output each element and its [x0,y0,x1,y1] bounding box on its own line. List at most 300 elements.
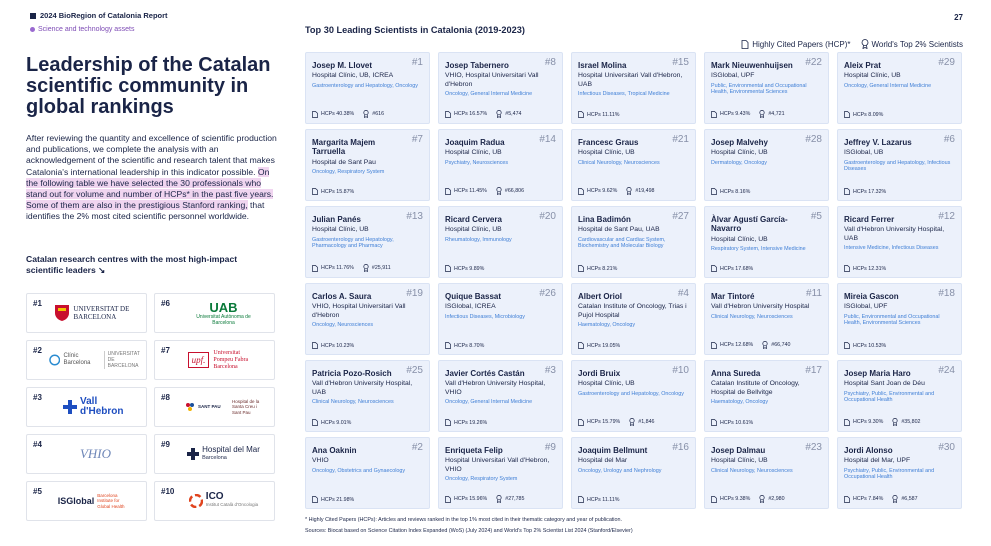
medal-icon [496,495,502,503]
centre-card: #4 VHIO [26,434,147,474]
scientist-rank: #22 [805,57,822,68]
scientist-name: Aleix Prat [844,61,881,70]
scientist-card [438,283,563,355]
document-icon [312,419,318,426]
scientist-institution: Hospital del Mar, UPF [844,457,911,465]
scientist-card [571,437,696,509]
scientist-institution: Hospital Clínic, UB [711,457,768,465]
hcp-value: HCPs 16.57% [454,111,488,117]
scientist-stats [711,419,759,426]
document-icon [844,265,850,272]
footnote: * Highly Cited Papers (HCPs): Articles and reviews ranked in the top 1% most cited in their thematic category and year of publication. [305,517,622,523]
scientist-stats [312,264,391,272]
scientist-card [438,206,563,278]
scientist-stats [578,418,654,426]
scientist-stats [445,419,493,426]
scientist-institution: Hospital Clínic, UB [445,149,502,157]
scientist-rank: #11 [806,288,822,299]
document-icon [312,496,318,503]
scientist-rank: #13 [406,211,423,222]
scientist-rank: #6 [943,134,955,145]
scientist-institution: Hospital de Sant Pau, UAB [578,226,660,234]
scientist-name: Jordi Alonso [844,446,893,455]
medal-icon [496,187,502,195]
hcp-value: HCPs 15.79% [587,419,621,425]
scientist-stats [711,341,790,349]
scientist-institution: Catalan Institute of Oncology, Hospital de Bellvitge [711,380,800,396]
scientist-name: Ricard Cervera [445,215,502,224]
hcp-value: HCPs 11.76% [321,265,354,271]
scientist-name: Jordi Bruix [578,369,621,378]
centre-card: #8 SANT PAU Hospital de la Santa Creu i Sant Pau [154,387,275,427]
scientist-area: Oncology, Respiratory System [445,475,518,482]
scientist-stats [711,110,785,118]
hcp-value: HCPs 7.84% [853,496,884,502]
scientist-rank: #9 [544,442,556,453]
scientist-card [571,129,696,201]
medal-icon [762,341,768,349]
scientist-institution: VHIO, Hospital Universitari Vall d'Hebron [312,303,406,319]
hcp-value: HCPs 11.11% [587,111,620,118]
scientist-stats [312,342,360,349]
document-icon [445,419,451,426]
document-icon [741,40,749,49]
isglobal-tagline: Barcelona Institute for Global Health [97,492,125,509]
scientist-name: Mark Nieuwenhuijsen [711,61,793,70]
scientist-name: Josep Tabernero [445,61,509,70]
document-icon [711,496,717,503]
scientist-institution: Hospital Clínic, UB [844,72,901,80]
medal-icon [363,264,369,272]
scientist-name: Ana Oaknin [312,446,357,455]
scientist-card [305,283,430,355]
scientist-area: Dermatology, Oncology [711,159,767,166]
scientist-rank: #25 [406,365,423,376]
scientist-name: Patricia Pozo-Rosich [312,369,392,378]
medal-icon [892,418,898,426]
scientist-name: Ricard Ferrer [844,215,895,224]
document-icon [578,188,584,195]
intro-highlight: On the following table we have selected the 30 professionals who stand out for volume and number of HCPs* in the past five years. Some of them are also in the prestigious Stanford ranking, [26,166,274,211]
isglobal-logo: ISGlobal Barcelona Institute for Global Health [49,486,142,516]
hcp-value: HCPs 10.53% [853,342,887,349]
scientist-stats [711,495,785,503]
scientist-name: Enriqueta Felip [445,446,503,455]
scientist-area: Infectious Diseases, Tropical Medicine [578,90,670,97]
document-icon [445,265,451,272]
scientist-institution: Vall d'Hebron University Hospital, UAB [312,380,413,396]
scientist-rank: #20 [539,211,556,222]
scientist-name: Lina Badimón [578,215,631,224]
scientist-card [704,52,829,124]
document-icon [312,111,318,118]
top2-rank: #1,846 [638,419,655,425]
document-icon [711,419,717,426]
scientist-area: Oncology, General Internal Medicine [445,398,533,405]
scientist-rank: #29 [938,57,955,68]
scientist-rank: #16 [672,442,689,453]
scientist-name: Jeffrey V. Lazarus [844,138,912,147]
scientist-area: Haematology, Oncology [578,321,636,328]
scientist-name: Julian Panés [312,215,361,224]
scientist-institution: Hospital Clínic, UB [578,380,635,388]
hcp-value: HCPs 10.23% [321,342,355,349]
top2-rank: #616 [372,111,385,117]
hcp-value: HCPs 9.89% [454,265,485,272]
document-icon [445,496,451,503]
arrow-down-right-icon: ↘ [98,265,106,275]
section-label: Science and technology assets [30,26,135,33]
hcp-value: HCPs 8.21% [587,265,618,272]
scientist-rank: #4 [677,288,689,299]
scientist-rank: #14 [539,134,556,145]
top2-rank: #27,785 [505,496,525,502]
hcp-value: HCPs 17.68% [720,265,754,272]
upf-logo: upf. Universitat Pompeu Fabra Barcelona [177,345,270,375]
document-icon [312,342,318,349]
scientist-rank: #17 [805,365,822,376]
scientist-area: Oncology, Neurosciences [312,321,374,328]
centre-card: #1 UNIVERSITAT DE BARCELONA [26,293,147,333]
scientist-area: Respiratory System, Intensive Medicine [711,246,806,253]
hcp-value: HCPs 19.05% [587,342,621,349]
scientist-rank: #21 [672,134,689,145]
scientist-name: Josep M. Llovet [312,61,373,70]
report-square-icon [30,13,36,19]
sant-pau-logo: SANT PAU Hospital de la Santa Creu i Sant Pau [177,392,270,422]
scientist-card [438,52,563,124]
scientist-stats [844,342,892,349]
document-icon [578,342,584,349]
scientist-institution: Hospital del Mar [578,457,628,465]
scientist-rank: #27 [672,211,689,222]
document-icon [844,188,850,195]
scientist-card [571,283,696,355]
scientist-card [305,52,430,124]
scientist-card [305,129,430,201]
scientist-area: Public, Environmental and Occupational Health, Environmental Sciences [844,313,940,327]
scientist-name: Josep Dalmau [711,446,766,455]
document-icon [711,265,717,272]
scientist-area: Intensive Medicine, Infectious Diseases [844,244,939,251]
scientist-area: Clinical Neurology, Neurosciences [578,159,660,166]
document-icon [711,111,717,118]
scientist-stats [578,342,626,349]
hcp-value: HCPs 12.31% [853,265,887,272]
scientist-institution: Hospital de Sant Pau [312,158,376,166]
scientist-rank: #7 [411,134,423,145]
scientist-institution: Hospital Clínic, UB [312,226,369,234]
upf-mark: upf. [188,352,210,368]
scientist-institution: Catalan Institute of Oncology, Trias i Pujol Hospital [578,303,687,319]
scientist-card [305,360,430,432]
hcp-value: HCPs 15.96% [454,496,488,502]
scientist-stats [578,187,654,195]
scientist-stats [312,110,384,118]
scientist-name: Francesc Graus [578,138,639,147]
document-icon [844,419,850,426]
document-icon [844,111,850,118]
document-icon [844,342,850,349]
scientists-grid [305,52,963,509]
document-icon [445,342,451,349]
hcp-value: HCPs 21.98% [321,496,355,503]
scientist-rank: #10 [672,365,689,376]
report-title: 2024 BioRegion of Catalonia Report [30,11,168,20]
scientist-stats [445,187,524,195]
scientist-institution: Hospital Universitari Vall d'Hebron, VHIO [445,457,550,473]
scientist-area: Clinical Neurology, Neurosciences [711,313,793,320]
scientist-stats [445,265,490,272]
scientist-rank: #1 [411,57,423,68]
scientist-card [438,437,563,509]
scientist-stats [844,111,889,118]
scientist-stats [844,188,892,195]
scientist-area: Gastroenterology and Hepatology, Infectious Diseases [844,159,951,173]
document-icon [445,188,451,195]
scientist-card [704,437,829,509]
scientist-stats [578,496,625,503]
hcp-value: HCPs 40.38% [321,111,355,117]
scientist-area: Oncology, Respiratory System [312,169,385,176]
vall-hebron-logo: Vall d'Hebron [49,392,142,422]
scientist-area: Oncology, Urology and Nephrology [578,467,662,474]
intro-paragraph: After reviewing the quantity and excellence of scientific production and publications, we complete the analysis with an acknowledgement of the scientific and research talent that makes Catalonia's international leadership in this indicator possible. On the following table we have selected the 30 professionals who stand out for volume and number of HCPs* in the past five years. Some of them are also in the prestigious Stanford ranking, that identifies the 2% most cited scientific personnel worldwide. [26,133,277,222]
document-icon [578,419,584,426]
scientist-institution: ISGlobal, ICREA [445,303,496,311]
scientist-rank: #5 [810,211,822,222]
centres-heading: Catalan research centres with the most high-impact scientific leaders ↘ [26,254,238,275]
centre-card: #9 Hospital del Mar Barcelona [154,434,275,474]
centre-card: #7 upf. Universitat Pompeu Fabra Barcelona [154,340,275,380]
scientist-name: Joaquim Radua [445,138,505,147]
hcp-value: HCPs 9.30% [853,419,884,425]
hospital-del-mar-logo: Hospital del Mar Barcelona [177,439,270,469]
scientist-institution: VHIO [312,457,329,465]
scientist-name: Mar Tintoré [711,292,755,301]
scientist-name: Albert Oriol [578,292,623,301]
hcp-value: HCPs 9.62% [587,188,618,194]
medal-icon [759,110,765,118]
hcp-value: HCPs 11.45% [454,188,487,194]
scientist-rank: #15 [672,57,689,68]
scientist-rank: #18 [938,288,955,299]
scientist-stats [844,265,892,272]
scientist-institution: Hospital Clínic, UB [445,226,502,234]
hcp-value: HCPs 9.43% [720,111,751,117]
scientist-stats [711,188,756,195]
centre-card: #5 ISGlobal Barcelona Institute for Global Health [26,481,147,521]
scientist-institution: Hospital Clínic, UB [578,149,635,157]
medal-icon [496,110,502,118]
top2-rank: #35,802 [901,419,921,425]
scientist-institution: ISGlobal, UPF [844,303,888,311]
clinic-logo: Clínic Barcelona UNIVERSITAT DE BARCELONA [49,345,142,375]
scientist-name: Carlos A. Saura [312,292,372,301]
document-icon [578,111,584,118]
scientist-institution: Hospital Clínic, UB, ICREA [312,72,394,80]
scientist-institution: VHIO, Hospital Universitari Vall d'Hebron [445,72,539,88]
hcp-value: HCPs 9.01% [321,419,352,426]
scientist-area: Clinical Neurology, Neurosciences [711,467,793,474]
centre-card: #6 UAB Universitat Autònoma de Barcelona [154,293,275,333]
scientist-rank: #28 [805,134,822,145]
scientist-area: Psychiatry, Public, Environmental and Occupational Health [844,467,935,481]
scientist-card [704,129,829,201]
medal-icon [892,495,898,503]
scientist-rank: #24 [938,365,955,376]
hcp-value: HCPs 19.26% [454,419,488,426]
scientist-institution: Vall d'Hebron University Hospital, VHIO [445,380,546,396]
scientist-area: Rheumatology, Immunology [445,236,512,243]
document-icon [312,188,318,195]
scientist-card [837,129,962,201]
scientist-area: Oncology, Obstetrics and Gynaecology [312,467,406,474]
document-icon [578,265,584,272]
scientist-area: Public, Environmental and Occupational Health, Environmental Sciences [711,82,807,96]
hcp-value: HCPs 15.87% [321,188,355,195]
scientist-rank: #2 [411,442,423,453]
scientist-stats [312,188,360,195]
document-icon [711,188,717,195]
scientist-rank: #26 [539,288,556,299]
centre-card: #3 Vall d'Hebron [26,387,147,427]
page-number: 27 [954,13,963,22]
scientist-rank: #12 [938,211,955,222]
sant-pau-hospital-mark: Hospital de la Santa Creu i Sant Pau [232,398,260,415]
scientist-stats [578,265,623,272]
scientist-card [837,283,962,355]
scientist-rank: #30 [938,442,955,453]
hcp-value: HCPs 8.09% [853,111,884,118]
document-icon [445,111,451,118]
medal-icon [363,110,369,118]
legend-hcp: Highly Cited Papers (HCP)* [741,40,850,49]
scientist-area: Gastroenterology and Hepatology, Oncology [312,82,418,89]
scientist-card [305,437,430,509]
medal-icon [861,39,869,49]
scientist-rank: #19 [406,288,423,299]
scientist-name: Àlvar Agustí García-Navarro [711,215,788,234]
scientist-institution: Vall d'Hebron University Hospital, UAB [844,226,945,242]
top2-rank: #6,587 [901,496,918,502]
scientist-area: Oncology, General Internal Medicine [445,90,533,97]
centre-card: #2 Clínic Barcelona UNIVERSITAT DE BARCELONA [26,340,147,380]
ico-logo: ICO Institut Català d'Oncologia [177,486,270,516]
section-title: Top 30 Leading Scientists in Catalonia (2019-2023) [305,25,525,35]
hcp-value: HCPs 8.70% [454,342,485,349]
medal-icon [626,187,632,195]
hcp-value: HCPs 11.11% [587,496,620,503]
scientist-name: Josep Maria Haro [844,369,911,378]
medal-icon [629,418,635,426]
scientist-area: Psychiatry, Neurosciences [445,159,509,166]
scientist-name: Anna Sureda [711,369,761,378]
hcp-value: HCPs 9.38% [720,496,751,502]
scientist-card [704,360,829,432]
scientist-card [837,52,962,124]
vhio-logo: VHIO [79,446,112,461]
legend [741,39,963,49]
scientist-institution: Hospital Clínic, UB [711,149,768,157]
scientist-card [571,52,696,124]
scientist-institution: Vall d'Hebron University Hospital [711,303,810,311]
scientist-area: Gastroenterology and Hepatology, Pharmacology and Pharmacy [312,236,394,250]
scientist-area: Haematology, Oncology [711,398,769,405]
scientist-card [837,206,962,278]
top2-rank: #66,806 [504,188,525,194]
centre-card: #10 ICO Institut Català d'Oncologia [154,481,275,521]
scientist-card [571,360,696,432]
scientist-rank: #3 [544,365,556,376]
top2-rank: #66,740 [771,342,791,348]
top2-rank: #4,721 [768,111,785,117]
scientist-card [438,129,563,201]
scientist-card [305,206,430,278]
scientist-name: Javier Cortés Castán [445,369,525,378]
document-icon [844,496,850,503]
scientist-stats [445,342,490,349]
page-title: Leadership of the Catalan scientific community in global rankings [26,54,271,118]
scientist-area: Clinical Neurology, Neurosciences [312,398,394,405]
document-icon [578,496,584,503]
scientist-name: Margarita Majem Tarruella [312,138,376,157]
sources-note: Sources: Biocat based on Science Citation Index Expanded (WoS) (July 2024) and World's Top 2% Scientist List 2024 (Stanford/Elsevier) [305,528,633,534]
document-icon [312,265,318,272]
top2-rank: #5,474 [505,111,522,117]
scientist-institution: Hospital Clínic, UB [711,235,768,243]
scientist-name: Quique Bassat [445,292,502,301]
scientist-institution: ISGlobal, UB [844,149,884,157]
scientist-area: Psychiatry, Public, Environmental and Occupational Health [844,390,935,404]
scientist-card [837,437,962,509]
hcp-value: HCPs 10.61% [720,419,754,426]
scientist-stats [445,110,521,118]
scientist-institution: ISGlobal, UPF [711,72,755,80]
scientist-name: Israel Molina [578,61,627,70]
scientist-area: Gastroenterology and Hepatology, Oncology [578,390,684,397]
document-icon [711,342,717,349]
scientist-stats [711,265,759,272]
scientist-stats [445,495,524,503]
scientist-name: Josep Malvehy [711,138,768,147]
top2-rank: #2,980 [768,496,785,502]
ub-small-logo: UNIVERSITAT DE BARCELONA [104,351,142,369]
scientist-card [571,206,696,278]
scientist-card [837,360,962,432]
scientist-stats [312,419,357,426]
scientist-name: Mireia Gascon [844,292,899,301]
scientist-area: Oncology, General Internal Medicine [844,82,932,89]
scientist-institution: Hospital Universitari Vall d'Hebron, UAB [578,72,683,88]
bullet-icon [30,27,35,32]
scientist-card [438,360,563,432]
scientist-card [704,283,829,355]
scientist-name: Joaquim Bellmunt [578,446,648,455]
hcp-value: HCPs 12.68% [720,342,754,348]
scientist-card [704,206,829,278]
top2-rank: #25,911 [371,265,391,271]
scientist-rank: #8 [544,57,556,68]
ub-logo: UNIVERSITAT DE BARCELONA [49,298,142,328]
uab-logo: UAB Universitat Autònoma de Barcelona [196,299,251,326]
hcp-value: HCPs 8.16% [720,188,751,195]
hcp-value: HCPs 17.32% [853,188,887,195]
legend-top2: World's Top 2% Scientists [861,39,964,49]
scientist-stats [844,495,918,503]
top2-rank: #19,498 [635,188,655,194]
scientist-stats [844,418,920,426]
